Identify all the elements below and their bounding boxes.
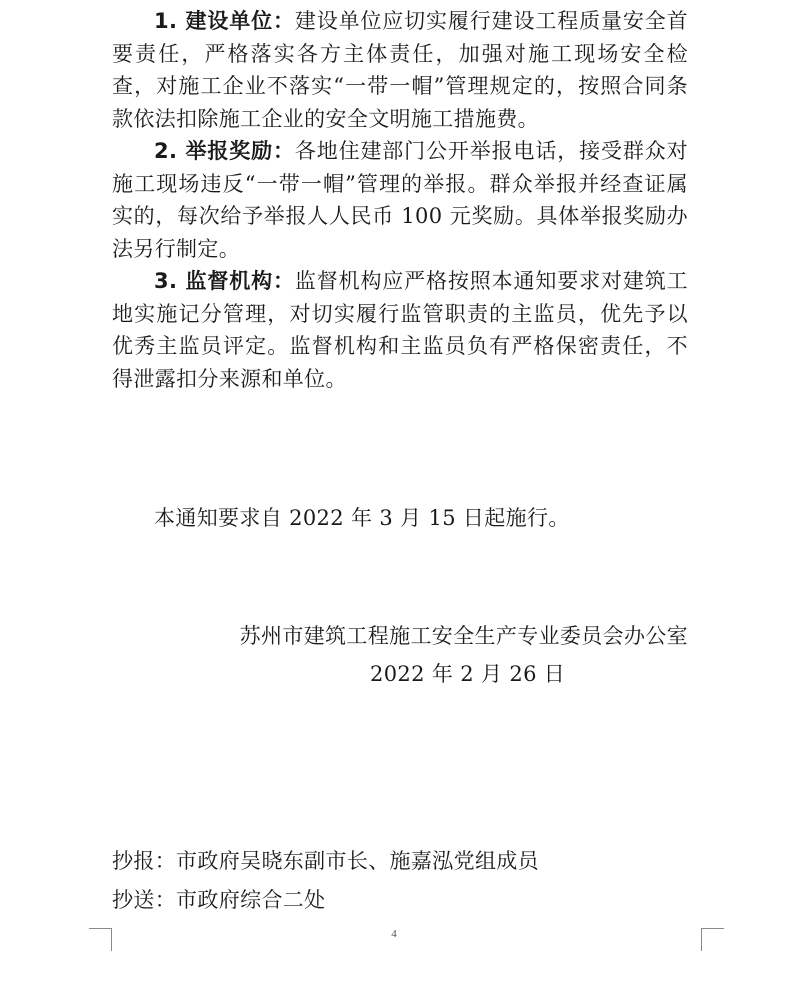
signature-date: 2022 年 2 月 26 日 xyxy=(370,662,566,686)
section-report-reward xyxy=(112,135,688,265)
section-text: 监督机构应严格按照本通知要求对建筑工地实施记分管理，对切实履行监管职责的主监员，优先予以优秀主监员评定。监督机构和主监员负有严格保密责任，不得泄露扣分来源和单位。 xyxy=(112,269,688,391)
document-body xyxy=(112,5,688,395)
section-text: 各地住建部门公开举报电话，接受群众对施工现场违反“一带一帽”管理的举报。群众举报并经查证属实的，每次给予举报人人民币 100 元奖励。具体举报奖励办法另行制定。 xyxy=(112,139,688,261)
copy-send-line: 抄送：市政府综合二处 xyxy=(112,888,326,912)
section-construction-unit xyxy=(112,5,688,135)
effective-date-notice: 本通知要求自 2022 年 3 月 15 日起施行。 xyxy=(154,506,570,530)
section-heading: 1. 建设单位： xyxy=(154,9,295,33)
right-crop-mark xyxy=(701,928,724,951)
section-supervision-agency xyxy=(112,265,688,395)
page-number: 4 xyxy=(391,928,397,940)
section-text: 建设单位应切实履行建设工程质量安全首要责任，严格落实各方主体责任，加强对施工现场安全检查，对施工企业不落实“一带一帽”管理规定的，按照合同条款依法扣除施工企业的安全文明施工措施费。 xyxy=(112,9,688,131)
section-heading: 3. 监督机构： xyxy=(154,269,295,293)
copy-report-line: 抄报：市政府吴晓东副市长、施嘉泓党组成员 xyxy=(112,849,539,873)
signature-organization: 苏州市建筑工程施工安全生产专业委员会办公室 xyxy=(239,624,688,648)
section-heading: 2. 举报奖励： xyxy=(154,139,295,163)
